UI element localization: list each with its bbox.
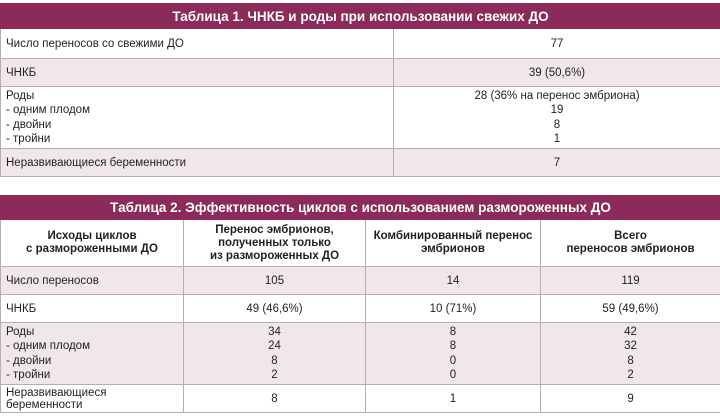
table-2-title: Таблица 2. Эффективность циклов с использованием размороженных ДО: [1, 196, 720, 220]
row-value: 1: [553, 133, 561, 145]
row-label: - тройни: [6, 133, 51, 145]
table-row: [1, 385, 720, 413]
row-value: 28 (36% на перенос эмбриона): [474, 89, 640, 102]
row-label: Число переносов: [1, 267, 184, 295]
row-label: - двойни: [6, 118, 52, 131]
row-label: ЧНКБ: [1, 59, 394, 87]
row-value: 8: [184, 385, 366, 413]
row-value: 9: [541, 385, 720, 413]
row-value: 14: [366, 267, 541, 295]
row-label: - одним плодом: [6, 340, 90, 352]
row-value: 105: [184, 267, 366, 295]
row-label: Неразвивающиеся беременности: [1, 385, 184, 413]
column-header: Всего переносов эмбрионов: [541, 220, 720, 267]
table-row: [1, 29, 720, 59]
row-value: 19: [550, 104, 564, 116]
row-label: Число переносов со свежими ДО: [1, 29, 394, 59]
table-row: [1, 149, 720, 177]
table-row: [1, 87, 720, 149]
row-value-group: 8 8 0 0: [366, 323, 541, 385]
row-value: 8: [553, 118, 561, 131]
row-value: 39 (50,6%): [394, 59, 720, 87]
column-header: Комбинированный перенос эмбрионов: [366, 220, 541, 267]
column-header: Перенос эмбрионов, полученных только из размороженных ДО: [184, 220, 366, 267]
row-label: - тройни: [6, 369, 51, 381]
row-value: 10 (71%): [366, 295, 541, 323]
row-value: 59 (49,6%): [541, 295, 720, 323]
row-value-group: 34 24 8 2: [184, 323, 366, 385]
table-1: [0, 3, 720, 177]
row-value: 49 (46,6%): [184, 295, 366, 323]
table-row: [1, 323, 720, 385]
row-label-group: [1, 87, 394, 149]
row-value-group: [394, 87, 720, 149]
row-value: 119: [541, 267, 720, 295]
table-2: [0, 195, 720, 413]
row-label: ЧНКБ: [1, 295, 184, 323]
table-row: [1, 59, 720, 87]
row-label: Неразвивающиеся беременности: [1, 149, 394, 177]
row-label: - одним плодом: [6, 104, 90, 116]
table-1-title: Таблица 1. ЧНКБ и роды при использовании свежих ДО: [1, 4, 720, 29]
row-label-group: [1, 323, 184, 385]
table-row: [1, 295, 720, 323]
table-row: [1, 267, 720, 295]
row-label: Роды: [6, 89, 35, 102]
row-value: 77: [394, 29, 720, 59]
column-header: Исходы циклов с размороженными ДО: [1, 220, 184, 267]
row-label: - двойни: [6, 354, 52, 367]
row-value: 7: [394, 149, 720, 177]
row-value: 1: [366, 385, 541, 413]
row-value-group: 42 32 8 2: [541, 323, 720, 385]
row-label: Роды: [6, 325, 35, 338]
table-header-row: [1, 220, 720, 267]
